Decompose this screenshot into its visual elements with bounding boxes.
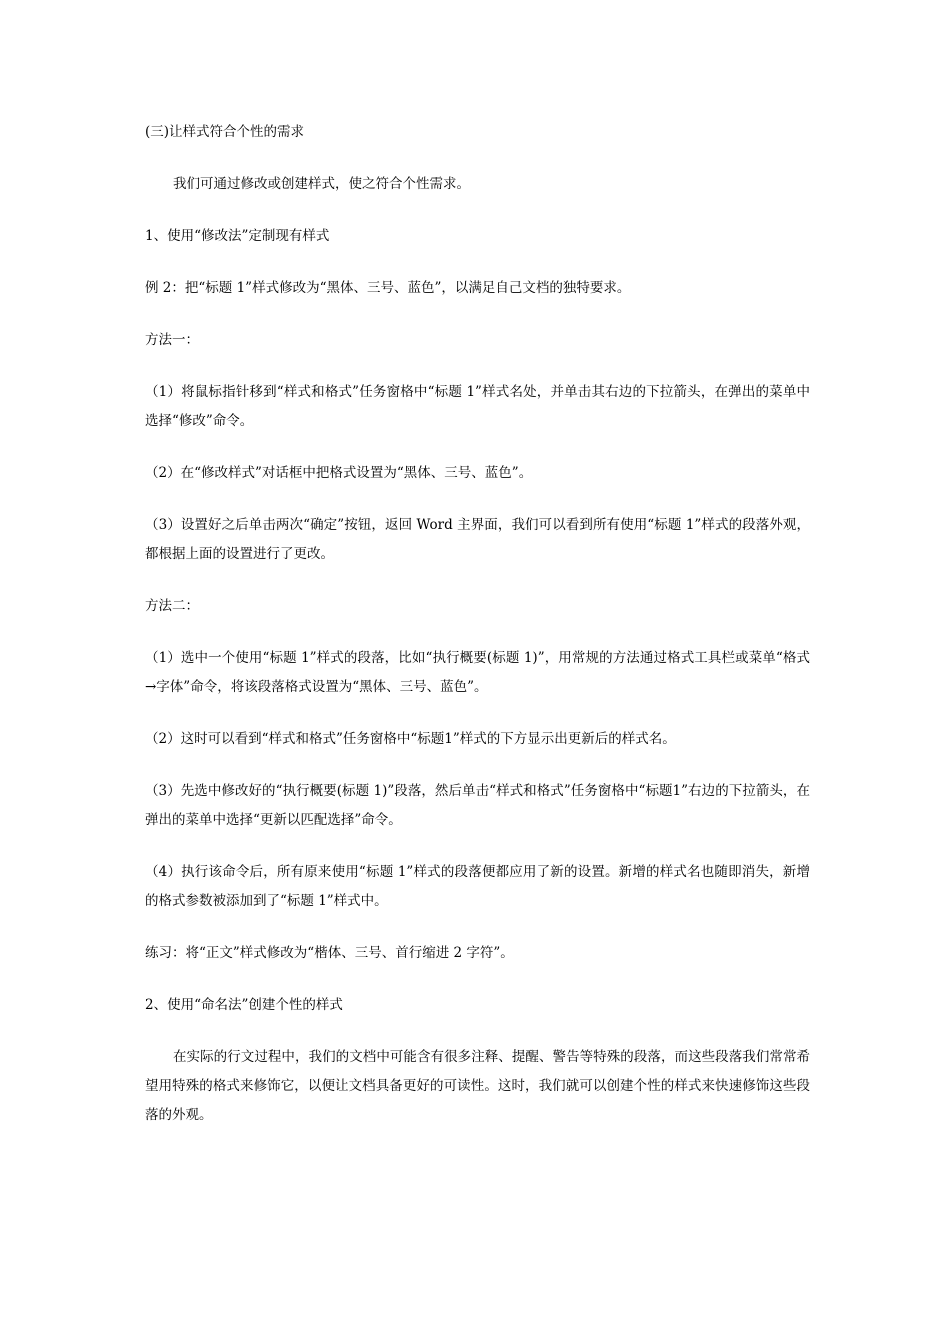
method-two-step-2: （2）这时可以看到“样式和格式”任务窗格中“标题1”样式的下方显示出更新后的样式名。 <box>145 731 676 747</box>
method-two-step-1: （1）选中一个使用“标题 1”样式的段落，比如“执行概要(标题 1)”，用常规的方法通过格式工具栏或菜单“格式→字体”命令，将该段落格式设置为“黑体、三号、蓝色”。 <box>145 650 810 695</box>
exercise-paragraph: 练习：将“正文”样式修改为“楷体、三号、首行缩进 2 字符”。 <box>145 945 514 961</box>
method-one-step-2: （2）在“修改样式”对话框中把格式设置为“黑体、三号、蓝色”。 <box>145 465 533 481</box>
subsection-heading-2: 2、使用“命名法”创建个性的样式 <box>145 997 343 1013</box>
method-two-heading: 方法二： <box>145 598 199 614</box>
body-paragraph: 在实际的行文过程中，我们的文档中可能含有很多注释、提醒、警告等特殊的段落，而这些段落我们常常希望用特殊的格式来修饰它，以便让文档具备更好的可读性。这时，我们就可以创建个性的样式来快速修饰这些段落的外观。 <box>145 1049 810 1123</box>
example-paragraph: 例 2：把“标题 1”样式修改为“黑体、三号、蓝色”，以满足自己文档的独特要求。 <box>145 280 631 296</box>
intro-paragraph: 我们可通过修改或创建样式，使之符合个性需求。 <box>173 176 470 192</box>
subsection-heading-1: 1、使用“修改法”定制现有样式 <box>145 228 330 244</box>
method-one-heading: 方法一： <box>145 332 199 348</box>
section-heading: (三)让样式符合个性的需求 <box>145 124 305 140</box>
method-two-step-3: （3）先选中修改好的“执行概要(标题 1)”段落，然后单击“样式和格式”任务窗格中“标题1”右边的下拉箭头，在弹出的菜单中选择“更新以匹配选择”命令。 <box>145 783 810 828</box>
method-two-step-4: （4）执行该命令后，所有原来使用“标题 1”样式的段落便都应用了新的设置。新增的样式名也随即消失，新增的格式参数被添加到了“标题 1”样式中。 <box>145 864 810 909</box>
document-body <box>145 118 810 1153</box>
method-one-step-1: （1）将鼠标指针移到“样式和格式”任务窗格中“标题 1”样式名处，并单击其右边的下拉箭头，在弹出的菜单中选择“修改”命令。 <box>145 384 810 429</box>
method-one-step-3: （3）设置好之后单击两次“确定”按钮，返回 Word 主界面，我们可以看到所有使用“标题 1”样式的段落外观，都根据上面的设置进行了更改。 <box>145 517 810 562</box>
